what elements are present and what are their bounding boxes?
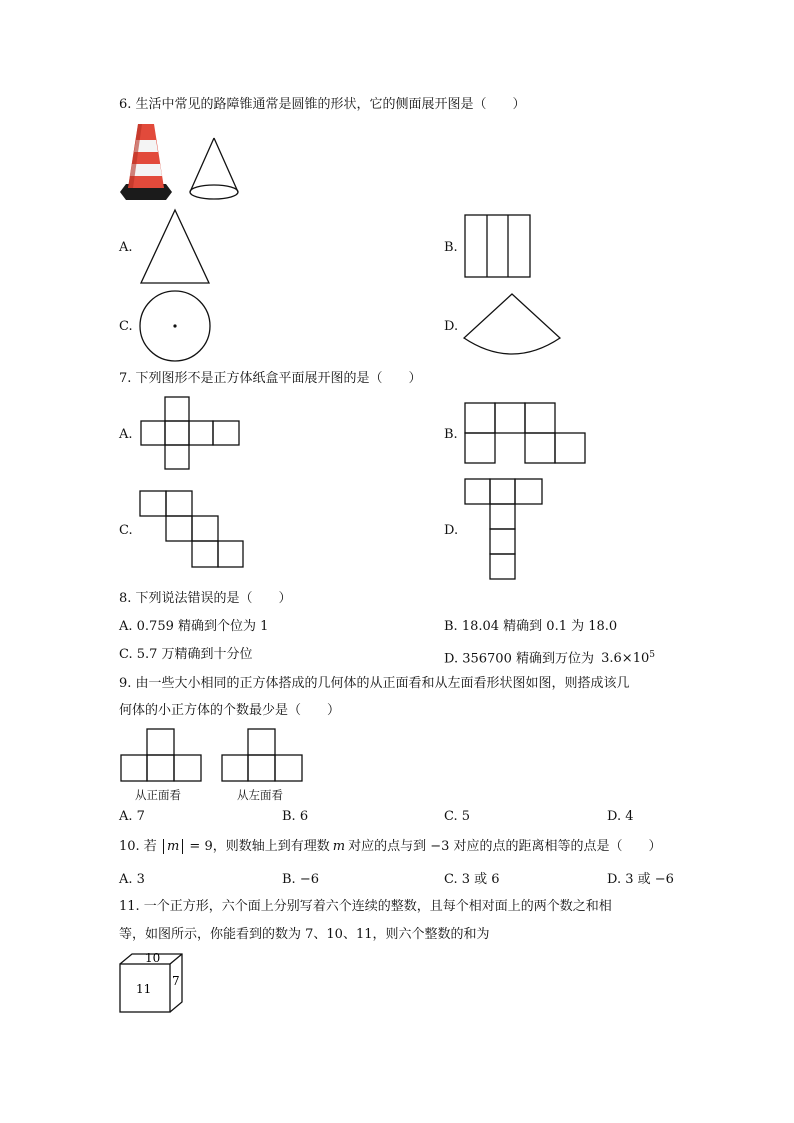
q8-option-d[interactable] (444, 646, 655, 668)
q7-option-b[interactable]: B. (444, 427, 458, 442)
q11-stem-line2: 等，如图所示，你能看到的数为 7、10、11，则六个整数的和为 (119, 927, 490, 942)
rectangle-strips-figure (464, 214, 532, 280)
q8-option-c[interactable]: C. 5.7 万精确到十分位 (119, 647, 253, 662)
cube-net-c (139, 490, 245, 570)
cube-net-d (464, 478, 546, 582)
q6-option-c[interactable]: C. (119, 319, 133, 334)
q7-stem: 7. 下列图形不是正方体纸盒平面展开图的是（ ） (119, 371, 422, 386)
q9-option-c[interactable]: C. 5 (444, 809, 471, 824)
absolute-value-m (163, 839, 183, 854)
q9-option-d[interactable]: D. 4 (607, 809, 634, 824)
front-view-figure (120, 728, 204, 784)
cube-net-b (464, 402, 588, 466)
sector-figure (462, 292, 562, 358)
q10-option-b[interactable]: B. −6 (282, 872, 319, 887)
cube-front-number: 11 (136, 982, 152, 996)
q10-mid: ，则数轴上到有理数 (212, 839, 330, 854)
q10-prefix: 10. 若 (119, 839, 157, 854)
q7-option-a[interactable]: A. (119, 427, 133, 442)
cube-side-number: 7 (172, 974, 180, 988)
q8-option-d-exponent: 5 (649, 650, 655, 660)
abs-var-m: m (166, 839, 180, 854)
cone-figure (186, 136, 242, 202)
q10-stem (119, 838, 662, 856)
left-view-figure (221, 728, 305, 784)
q9-stem-line1: 9. 由一些大小相同的正方体搭成的几何体的从正面看和从左面看形状图如图，则搭成该几 (119, 676, 630, 691)
q10-option-d[interactable]: D. 3 或 −6 (607, 872, 674, 887)
q10-option-a[interactable]: A. 3 (119, 872, 145, 887)
q10-eq: = 9 (189, 839, 213, 854)
q9-stem-line2: 何体的小正方体的个数最少是（ ） (119, 703, 341, 718)
traffic-cone-image (116, 122, 176, 202)
q8-option-d-prefix: D. 356700 精确到万位为 (444, 651, 594, 667)
q7-option-c[interactable]: C. (119, 523, 133, 538)
q10-var-m: m (332, 839, 346, 854)
q8-stem: 8. 下列说法错误的是（ ） (119, 591, 292, 606)
q8-option-d-mantissa: 3.6×10 (601, 651, 650, 667)
q6-option-a[interactable]: A. (119, 240, 133, 255)
cube-net-a (140, 396, 242, 470)
circle-figure (138, 290, 214, 364)
q10-option-c[interactable]: C. 3 或 6 (444, 872, 500, 887)
front-view-caption: 从正面看 (135, 788, 181, 802)
q8-option-b[interactable]: B. 18.04 精确到 0.1 为 18.0 (444, 619, 618, 634)
q9-option-a[interactable]: A. 7 (119, 809, 145, 824)
q9-option-b[interactable]: B. 6 (282, 809, 309, 824)
q6-option-b[interactable]: B. (444, 240, 458, 255)
q10-tail: 对应的点与到 −3 对应的点的距离相等的点是（ ） (348, 839, 662, 854)
q7-option-d[interactable]: D. (444, 523, 459, 538)
q8-option-a[interactable]: A. 0.759 精确到个位为 1 (119, 619, 269, 634)
left-view-caption: 从左面看 (237, 788, 283, 802)
q6-stem: 6. 生活中常见的路障锥通常是圆锥的形状，它的侧面展开图是（ ） (119, 97, 526, 112)
q11-stem-line1: 11. 一个正方形，六个面上分别写着六个连续的整数，且每个相对面上的两个数之和相 (119, 899, 612, 914)
triangle-figure (138, 208, 212, 286)
cube-top-number: 10 (145, 951, 161, 965)
q6-option-d[interactable]: D. (444, 319, 459, 334)
numbered-cube-figure (118, 952, 188, 1014)
